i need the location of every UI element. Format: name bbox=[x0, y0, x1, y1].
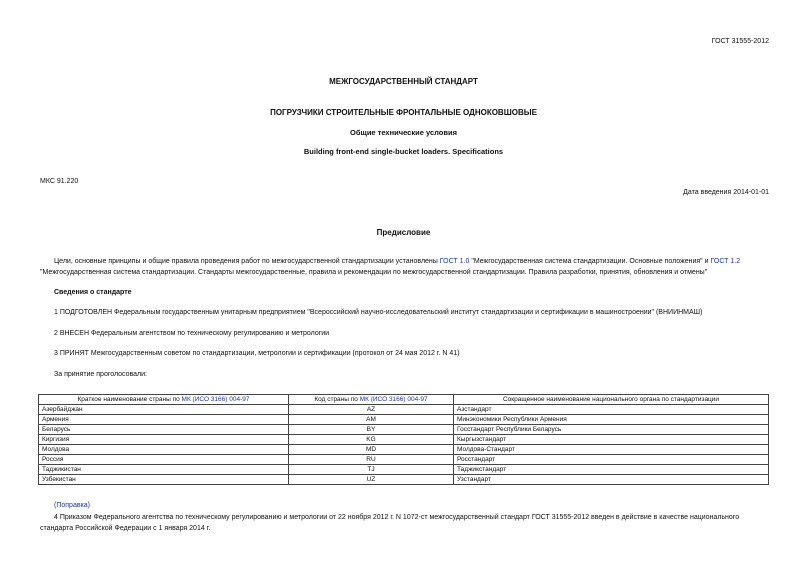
gost-number: ГОСТ 31555-2012 bbox=[711, 38, 769, 45]
item-2: 2 ВНЕСЕН Федеральным агентством по техническому регулированию и метрологии bbox=[54, 330, 330, 337]
foreword-text-2: "Межгосударственная система стандартизации. Основные положения" и bbox=[469, 258, 711, 265]
code-cell: UZ bbox=[289, 475, 454, 485]
body-cell: Госстандарт Республики Беларусь bbox=[454, 425, 769, 435]
gost-1-0-link[interactable]: ГОСТ 1.0 bbox=[439, 258, 470, 265]
table-row bbox=[39, 445, 769, 455]
document-title: ПОГРУЗЧИКИ СТРОИТЕЛЬНЫЕ ФРОНТАЛЬНЫЕ ОДНОКОВШОВЫЕ bbox=[270, 108, 537, 117]
col-country-header bbox=[39, 395, 289, 405]
table-row bbox=[39, 465, 769, 475]
col-code-header bbox=[289, 395, 454, 405]
foreword-heading: Предисловие bbox=[376, 228, 431, 237]
code-cell: TJ bbox=[289, 465, 454, 475]
country-cell: Молдова bbox=[39, 445, 289, 455]
country-cell: Беларусь bbox=[39, 425, 289, 435]
code-cell: AM bbox=[289, 415, 454, 425]
foreword-text-3: "Межгосударственная система стандартизации. Стандарты межгосударственные, правила и рекомендации по межгосударственной стандартизации. Правила разработки, принятия, обновления и отмены" bbox=[40, 269, 708, 276]
body-cell: Таджикстандарт bbox=[454, 465, 769, 475]
country-cell: Армения bbox=[39, 415, 289, 425]
code-cell: AZ bbox=[289, 405, 454, 415]
member-states-table bbox=[38, 394, 769, 485]
body-cell: Узстандарт bbox=[454, 475, 769, 485]
amendment-link[interactable]: (Поправка) bbox=[54, 502, 90, 509]
col-code-label: Код страны по bbox=[314, 396, 360, 403]
item-4: 4 Приказом Федерального агентства по техническому регулированию и метрологии от 22 ноября 2012 г. N 1072-ст межгосударственный стандарт ГОСТ 31555-2012 введен в действие в качестве национального стандарта Российской Федерации с 1 января 2014 г. bbox=[40, 514, 740, 532]
mks-code: МКС 91.220 bbox=[40, 178, 79, 185]
country-cell: Россия bbox=[39, 455, 289, 465]
foreword-text-1: Цели, основные принципы и общие правила проведения работ по межгосударственной стандартизации установлены bbox=[54, 258, 440, 265]
voted-label: За принятие проголосовали: bbox=[54, 371, 147, 378]
code-cell: MD bbox=[289, 445, 454, 455]
standard-type: МЕЖГОСУДАРСТВЕННЫЙ СТАНДАРТ bbox=[329, 77, 478, 86]
col-country-label: Краткое наименование страны по bbox=[77, 396, 182, 403]
body-cell: Минэкономики Республики Армения bbox=[454, 415, 769, 425]
item-3: 3 ПРИНЯТ Межгосударственным советом по стандартизации, метрологии и сертификации (протокол от 24 мая 2012 г. N 41) bbox=[54, 350, 460, 357]
country-cell: Узбекистан bbox=[39, 475, 289, 485]
table-row bbox=[39, 435, 769, 445]
body-cell: Кыргызстандарт bbox=[454, 435, 769, 445]
table-row bbox=[39, 475, 769, 485]
foreword-paragraph bbox=[40, 256, 770, 278]
item-1: 1 ПОДГОТОВЛЕН Федеральным государственным унитарным предприятием "Всероссийский научно-исследовательский институт стандартизации и сертификации в машиностроении" (ВНИИНМАШ) bbox=[54, 309, 703, 316]
body-cell: Молдова-Стандарт bbox=[454, 445, 769, 455]
document-subtitle: Общие технические условия bbox=[350, 128, 457, 137]
country-cell: Таджикистан bbox=[39, 465, 289, 475]
code-cell: RU bbox=[289, 455, 454, 465]
table-row bbox=[39, 425, 769, 435]
country-cell: Киргизия bbox=[39, 435, 289, 445]
col-body-header: Сокращенное наименование национального органа по стандартизации bbox=[454, 395, 769, 405]
country-cell: Азербайджан bbox=[39, 405, 289, 415]
mk-iso-link[interactable]: МК (ИСО 3166) 004-97 bbox=[359, 396, 428, 403]
mk-iso-link[interactable]: МК (ИСО 3166) 004-97 bbox=[181, 396, 250, 403]
table-row bbox=[39, 415, 769, 425]
table-header-row bbox=[39, 395, 769, 405]
code-cell: BY bbox=[289, 425, 454, 435]
gost-1-2-link[interactable]: ГОСТ 1.2 bbox=[710, 258, 741, 265]
body-cell: Росстандарт bbox=[454, 455, 769, 465]
body-cell: Азстандарт bbox=[454, 405, 769, 415]
table-row bbox=[39, 455, 769, 465]
table-row bbox=[39, 405, 769, 415]
english-title: Building front-end single-bucket loaders. Specifications bbox=[303, 147, 504, 156]
code-cell: KG bbox=[289, 435, 454, 445]
info-heading: Сведения о стандарте bbox=[54, 289, 132, 296]
effective-date: Дата введения 2014-01-01 bbox=[683, 189, 769, 196]
